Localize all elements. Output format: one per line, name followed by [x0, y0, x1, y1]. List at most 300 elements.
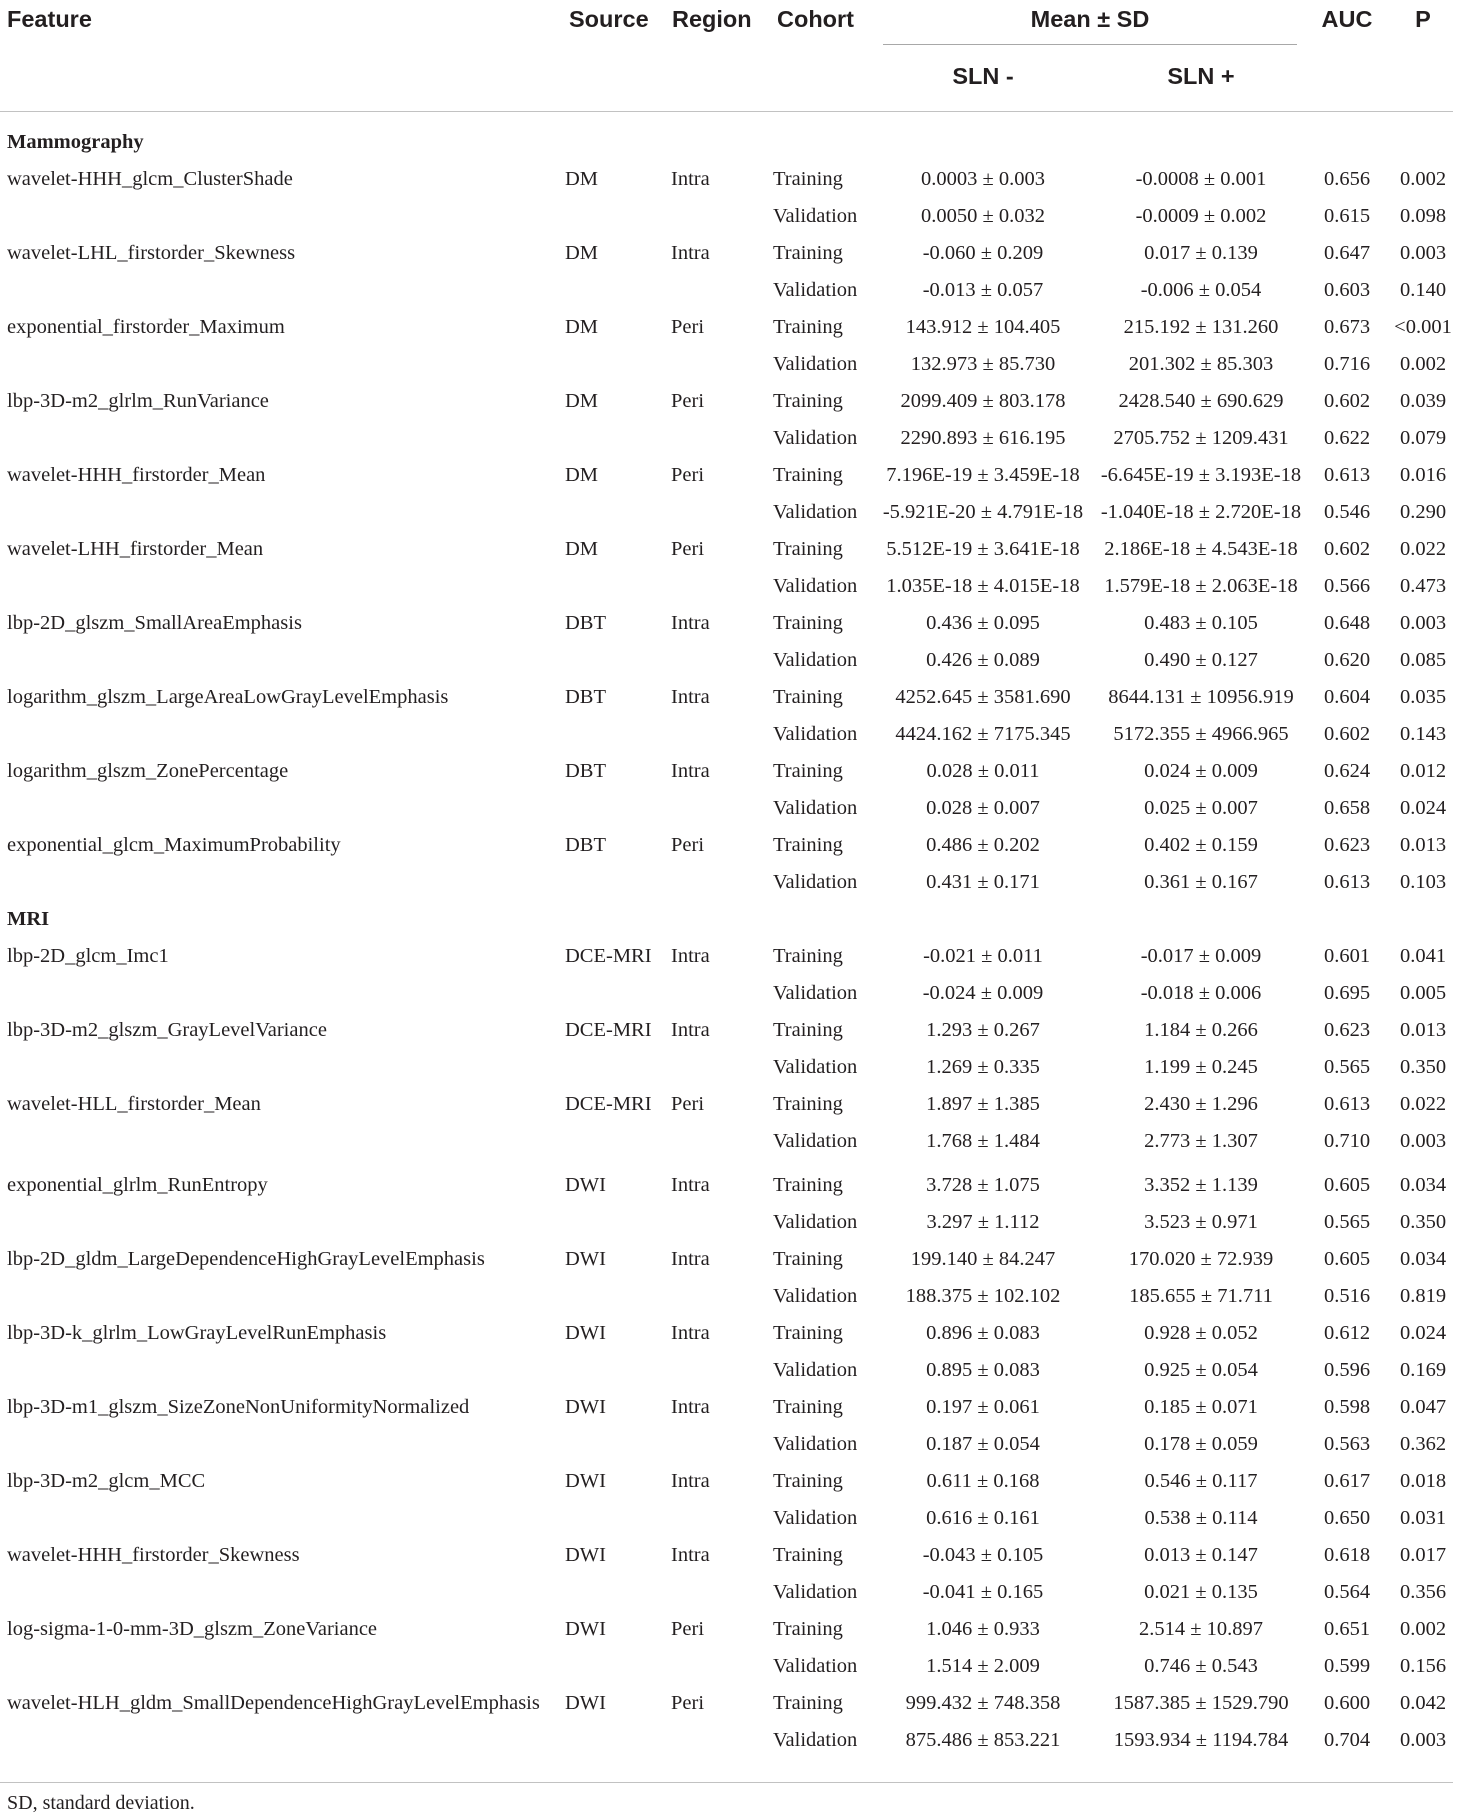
region-cell: Intra	[671, 612, 710, 634]
cohort-cell: Training	[773, 612, 843, 634]
auc-cell: 0.604	[1323, 686, 1371, 708]
sln-negative-cell: -5.921E-20 ± 4.791E-18	[882, 501, 1084, 523]
sln-negative-cell: -0.043 ± 0.105	[922, 1544, 1044, 1566]
p-value-cell: 0.012	[1399, 760, 1447, 782]
auc-cell: 0.602	[1323, 723, 1371, 745]
p-value-cell: 0.039	[1399, 390, 1447, 412]
cohort-cell: Validation	[773, 1056, 858, 1078]
sln-negative-cell: 2290.893 ± 616.195	[900, 427, 1066, 449]
region-cell: Intra	[671, 1248, 710, 1270]
region-cell: Peri	[671, 1692, 705, 1714]
p-value-cell: 0.034	[1399, 1174, 1447, 1196]
region-cell: Peri	[671, 464, 705, 486]
sln-negative-cell: 1.035E-18 ± 4.015E-18	[886, 575, 1080, 597]
auc-cell: 0.651	[1323, 1618, 1371, 1640]
p-value-cell: 0.022	[1399, 1093, 1447, 1115]
feature-block	[0, 1012, 1460, 1086]
source-cell: DWI	[565, 1544, 606, 1566]
source-cell: DWI	[565, 1618, 606, 1640]
p-value-cell: 0.018	[1399, 1470, 1447, 1492]
cohort-cell: Validation	[773, 1507, 858, 1529]
p-value-cell: 0.003	[1399, 1729, 1447, 1751]
p-value-cell: 0.003	[1399, 1130, 1447, 1152]
table-row	[0, 346, 1460, 383]
feature-block	[0, 531, 1460, 605]
sln-negative-cell: 0.197 ± 0.061	[926, 1396, 1040, 1418]
feature-name: exponential_glrlm_RunEntropy	[7, 1174, 268, 1196]
sln-positive-cell: 0.925 ± 0.054	[1144, 1359, 1258, 1381]
table-row	[0, 1500, 1460, 1537]
sln-negative-cell: 0.187 ± 0.054	[926, 1433, 1040, 1455]
feature-block	[0, 605, 1460, 679]
cohort-cell: Validation	[773, 723, 858, 745]
header-mean-sd: Mean ± SD	[1030, 6, 1150, 32]
region-cell: Intra	[671, 1396, 710, 1418]
table-row	[0, 1426, 1460, 1463]
cohort-cell: Validation	[773, 205, 858, 227]
table-row	[0, 605, 1460, 642]
feature-block	[0, 457, 1460, 531]
p-value-cell: 0.034	[1399, 1248, 1447, 1270]
feature-name: exponential_glcm_MaximumProbability	[7, 834, 341, 856]
header-divider	[0, 111, 1453, 112]
sln-positive-cell: 3.523 ± 0.971	[1144, 1211, 1258, 1233]
p-value-cell: 0.350	[1399, 1056, 1447, 1078]
sln-negative-cell: 199.140 ± 84.247	[910, 1248, 1056, 1270]
feature-block	[0, 1537, 1460, 1611]
sln-positive-cell: 1587.385 ± 1529.790	[1113, 1692, 1289, 1714]
sln-negative-cell: 999.432 ± 748.358	[905, 1692, 1061, 1714]
feature-name: wavelet-HHH_glcm_ClusterShade	[7, 168, 293, 190]
sln-negative-cell: 143.912 ± 104.405	[905, 316, 1061, 338]
cohort-cell: Training	[773, 1692, 843, 1714]
p-value-cell: 0.003	[1399, 612, 1447, 634]
table-row	[0, 1648, 1460, 1685]
auc-cell: 0.710	[1323, 1130, 1371, 1152]
section-label: Mammography	[7, 131, 144, 153]
sln-negative-cell: 1.269 ± 0.335	[926, 1056, 1040, 1078]
sln-positive-cell: -0.0009 ± 0.002	[1135, 205, 1267, 227]
source-cell: DM	[565, 464, 599, 486]
p-value-cell: 0.002	[1399, 353, 1447, 375]
cohort-cell: Validation	[773, 279, 858, 301]
feature-name: lbp-3D-k_glrlm_LowGrayLevelRunEmphasis	[7, 1322, 387, 1344]
auc-cell: 0.601	[1323, 945, 1371, 967]
cohort-cell: Training	[773, 1248, 843, 1270]
region-cell: Peri	[671, 834, 705, 856]
p-value-cell: 0.819	[1399, 1285, 1447, 1307]
table-row	[0, 1167, 1460, 1204]
sln-negative-cell: 1.768 ± 1.484	[926, 1130, 1040, 1152]
table-row	[0, 1241, 1460, 1278]
sln-negative-cell: 5.512E-19 ± 3.641E-18	[886, 538, 1080, 560]
table-bottom-rule	[0, 1782, 1453, 1783]
feature-block	[0, 1611, 1460, 1685]
p-value-cell: 0.035	[1399, 686, 1447, 708]
header-sln-negative: SLN -	[952, 63, 1014, 89]
p-value-cell: 0.005	[1399, 982, 1447, 1004]
feature-name: lbp-3D-m2_glszm_GrayLevelVariance	[7, 1019, 327, 1041]
cohort-cell: Training	[773, 1544, 843, 1566]
sln-negative-cell: 0.0003 ± 0.003	[920, 168, 1045, 190]
table-row	[0, 1352, 1460, 1389]
cohort-cell: Training	[773, 242, 843, 264]
table-row	[0, 383, 1460, 420]
feature-block	[0, 1463, 1460, 1537]
cohort-cell: Training	[773, 1322, 843, 1344]
table-row	[0, 272, 1460, 309]
sln-negative-cell: 1.897 ± 1.385	[926, 1093, 1040, 1115]
table-row	[0, 568, 1460, 605]
p-value-cell: 0.143	[1399, 723, 1447, 745]
cohort-cell: Validation	[773, 501, 858, 523]
sln-positive-cell: 2.430 ± 1.296	[1144, 1093, 1258, 1115]
region-cell: Peri	[671, 316, 705, 338]
p-value-cell: 0.041	[1399, 945, 1447, 967]
auc-cell: 0.603	[1323, 279, 1371, 301]
sln-negative-cell: 0.0050 ± 0.032	[920, 205, 1045, 227]
cohort-cell: Validation	[773, 1130, 858, 1152]
table-row	[0, 753, 1460, 790]
sln-positive-cell: 0.017 ± 0.139	[1144, 242, 1258, 264]
p-value-cell: 0.022	[1399, 538, 1447, 560]
feature-block	[0, 1167, 1460, 1241]
cohort-cell: Training	[773, 834, 843, 856]
sln-negative-cell: 4424.162 ± 7175.345	[895, 723, 1071, 745]
region-cell: Peri	[671, 390, 705, 412]
source-cell: DWI	[565, 1322, 606, 1344]
cohort-cell: Validation	[773, 427, 858, 449]
table-row	[0, 864, 1460, 901]
table-row	[0, 420, 1460, 457]
region-cell: Intra	[671, 242, 710, 264]
sln-positive-cell: 0.546 ± 0.117	[1144, 1470, 1258, 1492]
cohort-cell: Training	[773, 1093, 843, 1115]
feature-name: lbp-2D_gldm_LargeDependenceHighGrayLevelEmphasis	[7, 1248, 485, 1270]
cohort-cell: Validation	[773, 1211, 858, 1233]
source-cell: DBT	[565, 686, 606, 708]
auc-cell: 0.624	[1323, 760, 1371, 782]
p-value-cell: 0.003	[1399, 242, 1447, 264]
cohort-cell: Validation	[773, 649, 858, 671]
table-row	[0, 1012, 1460, 1049]
feature-name: lbp-2D_glcm_Imc1	[7, 945, 169, 967]
table-section	[0, 901, 1460, 1759]
p-value-cell: 0.013	[1399, 1019, 1447, 1041]
sln-positive-cell: 0.185 ± 0.071	[1144, 1396, 1258, 1418]
sln-negative-cell: 0.895 ± 0.083	[926, 1359, 1040, 1381]
cohort-cell: Validation	[773, 1581, 858, 1603]
feature-block	[0, 309, 1460, 383]
region-cell: Intra	[671, 945, 710, 967]
sln-positive-cell: 185.655 ± 71.711	[1129, 1285, 1273, 1307]
cohort-cell: Validation	[773, 1433, 858, 1455]
sln-negative-cell: 0.426 ± 0.089	[926, 649, 1040, 671]
feature-name: exponential_firstorder_Maximum	[7, 316, 285, 338]
sln-positive-cell: 215.192 ± 131.260	[1123, 316, 1279, 338]
feature-name: wavelet-HHH_firstorder_Skewness	[7, 1544, 300, 1566]
table-row	[0, 1049, 1460, 1086]
region-cell: Intra	[671, 1322, 710, 1344]
sln-positive-cell: 0.361 ± 0.167	[1144, 871, 1258, 893]
cohort-cell: Validation	[773, 982, 858, 1004]
auc-cell: 0.598	[1323, 1396, 1371, 1418]
p-value-cell: 0.024	[1399, 1322, 1447, 1344]
source-cell: DM	[565, 168, 599, 190]
sln-positive-cell: 1.579E-18 ± 2.063E-18	[1104, 575, 1298, 597]
table-row	[0, 1123, 1460, 1160]
table-row	[0, 531, 1460, 568]
auc-cell: 0.647	[1323, 242, 1371, 264]
feature-block	[0, 938, 1460, 1012]
auc-cell: 0.565	[1323, 1056, 1371, 1078]
sln-negative-cell: 132.973 ± 85.730	[910, 353, 1056, 375]
auc-cell: 0.599	[1323, 1655, 1371, 1677]
p-value-cell: 0.013	[1399, 834, 1447, 856]
sln-positive-cell: 0.013 ± 0.147	[1144, 1544, 1258, 1566]
p-value-cell: 0.362	[1399, 1433, 1447, 1455]
p-value-cell: 0.002	[1399, 168, 1447, 190]
auc-cell: 0.613	[1323, 464, 1371, 486]
table-row	[0, 309, 1460, 346]
sln-negative-cell: 0.431 ± 0.171	[926, 871, 1040, 893]
sln-positive-cell: 0.402 ± 0.159	[1144, 834, 1258, 856]
table-body	[0, 124, 1460, 1759]
auc-cell: 0.716	[1323, 353, 1371, 375]
region-cell: Intra	[671, 1470, 710, 1492]
source-cell: DBT	[565, 834, 606, 856]
cohort-cell: Validation	[773, 871, 858, 893]
p-value-cell: 0.169	[1399, 1359, 1447, 1381]
sln-negative-cell: 4252.645 ± 3581.690	[895, 686, 1071, 708]
table-row	[0, 1463, 1460, 1500]
table-row	[0, 1086, 1460, 1123]
header-source: Source	[569, 6, 649, 32]
auc-cell: 0.622	[1323, 427, 1371, 449]
table-row	[0, 235, 1460, 272]
sln-positive-cell: 1593.934 ± 1194.784	[1113, 1729, 1289, 1751]
sln-positive-cell: 8644.131 ± 10956.919	[1108, 686, 1294, 708]
feature-block	[0, 1685, 1460, 1759]
cohort-cell: Training	[773, 1174, 843, 1196]
table-row	[0, 494, 1460, 531]
cohort-cell: Validation	[773, 1729, 858, 1751]
p-value-cell: 0.042	[1399, 1692, 1447, 1714]
cohort-cell: Training	[773, 1019, 843, 1041]
cohort-cell: Validation	[773, 575, 858, 597]
sln-negative-cell: 3.728 ± 1.075	[926, 1174, 1040, 1196]
source-cell: DCE-MRI	[565, 1093, 652, 1115]
feature-block	[0, 679, 1460, 753]
table-row	[0, 938, 1460, 975]
table-row	[0, 642, 1460, 679]
auc-cell: 0.613	[1323, 1093, 1371, 1115]
sln-positive-cell: -0.006 ± 0.054	[1140, 279, 1262, 301]
sln-positive-cell: 3.352 ± 1.139	[1144, 1174, 1258, 1196]
auc-cell: 0.563	[1323, 1433, 1371, 1455]
feature-name: log-sigma-1-0-mm-3D_glszm_ZoneVariance	[7, 1618, 378, 1640]
sln-negative-cell: -0.013 ± 0.057	[922, 279, 1044, 301]
p-value-cell: 0.031	[1399, 1507, 1447, 1529]
sln-positive-cell: 0.538 ± 0.114	[1144, 1507, 1258, 1529]
feature-name: wavelet-HLL_firstorder_Mean	[7, 1093, 261, 1115]
table-row	[0, 827, 1460, 864]
p-value-cell: 0.024	[1399, 797, 1447, 819]
feature-block	[0, 1389, 1460, 1463]
source-cell: DWI	[565, 1174, 606, 1196]
sln-positive-cell: 2705.752 ± 1209.431	[1113, 427, 1289, 449]
auc-cell: 0.565	[1323, 1211, 1371, 1233]
table-row	[0, 1204, 1460, 1241]
cohort-cell: Training	[773, 538, 843, 560]
header-feature: Feature	[7, 6, 92, 32]
sln-negative-cell: 0.611 ± 0.168	[926, 1470, 1040, 1492]
source-cell: DBT	[565, 612, 606, 634]
sln-negative-cell: 1.046 ± 0.933	[926, 1618, 1040, 1640]
sln-positive-cell: 201.302 ± 85.303	[1128, 353, 1274, 375]
auc-cell: 0.566	[1323, 575, 1371, 597]
auc-cell: 0.618	[1323, 1544, 1371, 1566]
auc-cell: 0.602	[1323, 538, 1371, 560]
sln-negative-cell: 3.297 ± 1.112	[926, 1211, 1040, 1233]
region-cell: Intra	[671, 1019, 710, 1041]
sln-negative-cell: -0.041 ± 0.165	[922, 1581, 1044, 1603]
auc-cell: 0.623	[1323, 834, 1371, 856]
p-value-cell: 0.016	[1399, 464, 1447, 486]
cohort-cell: Training	[773, 686, 843, 708]
source-cell: DWI	[565, 1692, 606, 1714]
auc-cell: 0.623	[1323, 1019, 1371, 1041]
table-row	[0, 1278, 1460, 1315]
cohort-cell: Training	[773, 945, 843, 967]
feature-block	[0, 1241, 1460, 1315]
sln-positive-cell: 5172.355 ± 4966.965	[1113, 723, 1289, 745]
auc-cell: 0.605	[1323, 1248, 1371, 1270]
header-region: Region	[672, 6, 752, 32]
table-row	[0, 1722, 1460, 1759]
feature-block	[0, 827, 1460, 901]
cohort-cell: Validation	[773, 1655, 858, 1677]
mean-sd-underline	[883, 44, 1297, 45]
sln-negative-cell: 0.028 ± 0.007	[926, 797, 1040, 819]
auc-cell: 0.617	[1323, 1470, 1371, 1492]
sln-positive-cell: -0.0008 ± 0.001	[1135, 168, 1267, 190]
cohort-cell: Training	[773, 464, 843, 486]
feature-name: wavelet-HLH_gldm_SmallDependenceHighGrayLevelEmphasis	[7, 1692, 540, 1714]
auc-cell: 0.620	[1323, 649, 1371, 671]
cohort-cell: Validation	[773, 1285, 858, 1307]
auc-cell: 0.516	[1323, 1285, 1371, 1307]
auc-cell: 0.605	[1323, 1174, 1371, 1196]
source-cell: DM	[565, 242, 599, 264]
auc-cell: 0.596	[1323, 1359, 1371, 1381]
table-row	[0, 679, 1460, 716]
feature-name: lbp-3D-m1_glszm_SizeZoneNonUniformityNormalized	[7, 1396, 470, 1418]
source-cell: DWI	[565, 1396, 606, 1418]
sln-positive-cell: 0.490 ± 0.127	[1144, 649, 1258, 671]
section-label-row	[0, 901, 1460, 938]
table-row	[0, 1611, 1460, 1648]
p-value-cell: 0.047	[1399, 1396, 1447, 1418]
feature-block	[0, 383, 1460, 457]
sln-negative-cell: 188.375 ± 102.102	[905, 1285, 1061, 1307]
p-value-cell: 0.017	[1399, 1544, 1447, 1566]
sln-positive-cell: 1.199 ± 0.245	[1144, 1056, 1258, 1078]
sln-negative-cell: -0.021 ± 0.011	[923, 945, 1043, 967]
sln-negative-cell: -0.024 ± 0.009	[922, 982, 1044, 1004]
sln-positive-cell: 0.021 ± 0.135	[1144, 1581, 1258, 1603]
table-row	[0, 1537, 1460, 1574]
region-cell: Intra	[671, 1544, 710, 1566]
header-auc: AUC	[1321, 6, 1373, 32]
p-value-cell: 0.290	[1399, 501, 1447, 523]
p-value-cell: 0.356	[1399, 1581, 1447, 1603]
sln-negative-cell: 0.896 ± 0.083	[926, 1322, 1040, 1344]
cohort-cell: Validation	[773, 797, 858, 819]
header-p: P	[1415, 6, 1431, 32]
auc-cell: 0.613	[1323, 871, 1371, 893]
source-cell: DWI	[565, 1248, 606, 1270]
feature-block	[0, 235, 1460, 309]
feature-block	[0, 1315, 1460, 1389]
p-value-cell: 0.350	[1399, 1211, 1447, 1233]
region-cell: Intra	[671, 760, 710, 782]
region-cell: Peri	[671, 1093, 705, 1115]
table-row	[0, 1315, 1460, 1352]
table-section	[0, 124, 1460, 901]
source-cell: DBT	[565, 760, 606, 782]
auc-cell: 0.695	[1323, 982, 1371, 1004]
region-cell: Peri	[671, 538, 705, 560]
sln-negative-cell: 7.196E-19 ± 3.459E-18	[886, 464, 1080, 486]
auc-cell: 0.648	[1323, 612, 1371, 634]
sln-negative-cell: 1.293 ± 0.267	[926, 1019, 1040, 1041]
feature-name: lbp-2D_glszm_SmallAreaEmphasis	[7, 612, 302, 634]
footnote: SD, standard deviation.	[7, 1792, 195, 1814]
table-row	[0, 790, 1460, 827]
p-value-cell: 0.085	[1399, 649, 1447, 671]
source-cell: DCE-MRI	[565, 945, 652, 967]
feature-block	[0, 1086, 1460, 1160]
feature-name: logarithm_glszm_ZonePercentage	[7, 760, 289, 782]
cohort-cell: Validation	[773, 1359, 858, 1381]
sln-positive-cell: 2.514 ± 10.897	[1138, 1618, 1263, 1640]
p-value-cell: 0.103	[1399, 871, 1447, 893]
p-value-cell: 0.156	[1399, 1655, 1447, 1677]
feature-block	[0, 161, 1460, 235]
sln-negative-cell: 2099.409 ± 803.178	[900, 390, 1066, 412]
region-cell: Peri	[671, 1618, 705, 1640]
sln-positive-cell: 0.024 ± 0.009	[1144, 760, 1258, 782]
auc-cell: 0.704	[1323, 1729, 1371, 1751]
cohort-cell: Training	[773, 1396, 843, 1418]
auc-cell: 0.612	[1323, 1322, 1371, 1344]
sln-positive-cell: -0.018 ± 0.006	[1140, 982, 1262, 1004]
auc-cell: 0.656	[1323, 168, 1371, 190]
section-label-row	[0, 124, 1460, 161]
sln-negative-cell: 1.514 ± 2.009	[926, 1655, 1040, 1677]
source-cell: DCE-MRI	[565, 1019, 652, 1041]
cohort-cell: Training	[773, 316, 843, 338]
sln-negative-cell: 0.486 ± 0.202	[926, 834, 1040, 856]
cohort-cell: Training	[773, 1470, 843, 1492]
cohort-cell: Training	[773, 1618, 843, 1640]
sln-negative-cell: 875.486 ± 853.221	[905, 1729, 1061, 1751]
cohort-cell: Training	[773, 760, 843, 782]
sln-positive-cell: -1.040E-18 ± 2.720E-18	[1100, 501, 1302, 523]
sln-negative-cell: 0.616 ± 0.161	[926, 1507, 1040, 1529]
sln-negative-cell: 0.436 ± 0.095	[926, 612, 1040, 634]
